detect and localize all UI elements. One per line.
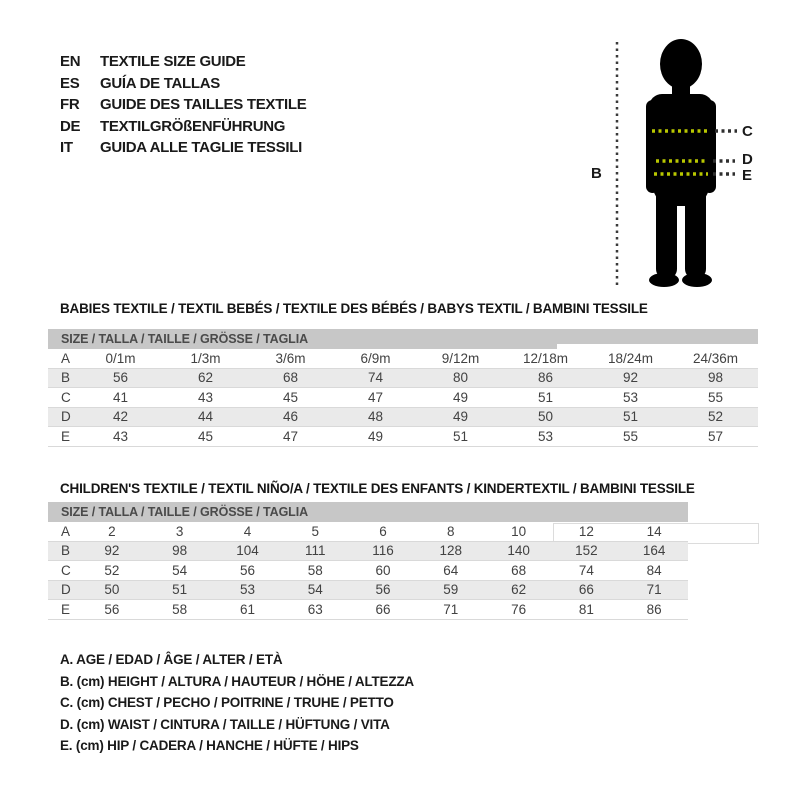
table-cell: 63 [307, 601, 323, 617]
figure-label-height: B [591, 165, 602, 182]
legend-item: E. (cm) HIP / CADERA / HANCHE / HÜFTE / HIPS [60, 738, 359, 754]
child-silhouette-diagram [585, 28, 770, 292]
table-cell: 49 [367, 428, 384, 444]
table-cell: 2 [108, 523, 116, 539]
table-cell: 56 [104, 601, 120, 617]
babies-table-title: BABIES TEXTILE / TEXTIL BEBÉS / TEXTILE DES BÉBÉS / BABYS TEXTIL / BAMBINI TESSILE [60, 301, 648, 316]
table-cell: 76 [511, 601, 527, 617]
children-size-table [48, 502, 688, 620]
table-row-A [48, 349, 758, 369]
table-cell: 43 [112, 428, 129, 444]
table-cell: 47 [282, 428, 299, 444]
row-label: D [61, 582, 71, 598]
table-cell: 74 [578, 562, 594, 578]
language-title: GUIDE DES TAILLES TEXTILE [100, 96, 307, 114]
table-cell: 51 [537, 389, 554, 405]
row-label: E [61, 601, 71, 617]
table-cell: 51 [452, 428, 469, 444]
table-row-C [48, 388, 758, 408]
table-cell: 4 [243, 523, 252, 539]
table-cell: 66 [375, 601, 391, 617]
table-row-B [48, 369, 758, 389]
table-cell: 49 [452, 389, 469, 405]
table-cell: 92 [104, 543, 120, 559]
table-cell: 81 [578, 601, 594, 617]
table-cell: 3/6m [275, 350, 306, 366]
table-cell: 53 [239, 582, 255, 598]
language-code: DE [60, 117, 81, 135]
table-cell: 48 [367, 409, 384, 425]
figure-label-hip: E [742, 167, 753, 184]
children-table-title: CHILDREN'S TEXTILE / TEXTIL NIÑO/A / TEXTILE DES ENFANTS / KINDERTEXTIL / BAMBINI TESSILE [60, 481, 695, 496]
table-cell: 45 [282, 389, 299, 405]
table-cell: 51 [172, 582, 188, 598]
language-code: EN [60, 53, 81, 71]
table-cell: 12 [578, 523, 594, 539]
table-row-D [48, 581, 688, 601]
table-cell: 18/24m [607, 350, 654, 366]
row-label: A [61, 350, 71, 366]
table-cell: 164 [642, 543, 666, 559]
language-title: TEXTILGRÖßENFÜHRUNG [100, 117, 286, 135]
table-cell: 64 [443, 562, 459, 578]
table-cell: 55 [622, 428, 639, 444]
figure-label-chest: C [742, 123, 753, 140]
table-cell: 86 [646, 601, 662, 617]
table-cell: 46 [282, 409, 299, 425]
table-cell: 9/12m [441, 350, 480, 366]
figure-label-waist: D [742, 151, 753, 168]
table-cell: 57 [707, 428, 724, 444]
table-cell: 1/3m [190, 350, 221, 366]
row-label: E [61, 428, 71, 444]
table-cell: 8 [447, 523, 455, 539]
table-cell: 53 [537, 428, 554, 444]
table-cell: 116 [372, 543, 394, 559]
table-row-B [48, 542, 688, 562]
table-cell: 152 [575, 543, 598, 559]
table-cell: 50 [537, 409, 554, 425]
language-row [60, 116, 306, 138]
table-cell: 52 [707, 409, 724, 425]
language-row [60, 94, 306, 116]
table-cell: 58 [172, 601, 188, 617]
table-cell: 62 [197, 370, 214, 386]
legend-item: A. AGE / EDAD / ÂGE / ALTER / ETÀ [60, 652, 283, 668]
language-row [60, 73, 306, 95]
table-row-A [48, 522, 688, 542]
table-cell: 55 [707, 389, 724, 405]
table-cell: 92 [622, 370, 639, 386]
table-cell: 6 [379, 523, 387, 539]
table-cell: 52 [104, 562, 120, 578]
table-row-E [48, 600, 688, 620]
table-cell: 86 [537, 370, 554, 386]
language-title: TEXTILE SIZE GUIDE [100, 53, 246, 71]
table-cell: 41 [112, 389, 129, 405]
language-code: FR [60, 96, 80, 114]
table-cell: 3 [175, 523, 184, 539]
row-label: B [61, 370, 71, 386]
legend-item: B. (cm) HEIGHT / ALTURA / HAUTEUR / HÖHE / ALTEZZA [60, 673, 414, 689]
table-cell: 60 [375, 562, 391, 578]
table-cell: 6/9m [360, 350, 391, 366]
row-label: C [61, 389, 71, 405]
table-cell: 44 [197, 409, 214, 425]
measurement-figure [585, 28, 770, 292]
language-title-list [60, 51, 306, 159]
table-cell: 50 [104, 582, 120, 598]
table-cell: 80 [452, 370, 469, 386]
table-cell: 12/18m [522, 350, 569, 366]
table-cell: 71 [443, 601, 459, 617]
table-cell: 54 [172, 562, 188, 578]
table-cell: 49 [452, 409, 469, 425]
table-cell: 98 [172, 543, 188, 559]
table-row-D [48, 408, 758, 428]
table-cell: 61 [239, 601, 255, 617]
table-cell: 14 [646, 523, 662, 539]
language-code: ES [60, 74, 80, 92]
babies-table-header: SIZE / TALLA / TAILLE / GRÖSSE / TAGLIA [48, 329, 758, 349]
table-cell: 47 [367, 389, 384, 405]
table-cell: 43 [197, 389, 214, 405]
legend-item: C. (cm) CHEST / PECHO / POITRINE / TRUHE / PETTO [60, 695, 394, 711]
children-table-header: SIZE / TALLA / TAILLE / GRÖSSE / TAGLIA [48, 502, 688, 522]
table-cell: 140 [507, 543, 530, 559]
table-cell: 54 [307, 582, 323, 598]
row-label: D [61, 409, 71, 425]
table-cell: 62 [511, 582, 527, 598]
table-cell: 84 [646, 562, 662, 578]
children-table-rows [48, 522, 688, 620]
language-code: IT [60, 139, 73, 157]
language-title: GUÍA DE TALLAS [100, 74, 220, 92]
language-title: GUIDA ALLE TAGLIE TESSILI [100, 139, 302, 157]
babies-size-table [48, 329, 758, 447]
table-cell: 51 [622, 409, 639, 425]
babies-table-rows [48, 349, 758, 447]
table-cell: 71 [646, 582, 662, 598]
table-cell: 42 [112, 409, 129, 425]
table-cell: 68 [282, 370, 299, 386]
table-cell: 104 [236, 543, 259, 559]
row-label: B [61, 543, 71, 559]
table-cell: 68 [511, 562, 527, 578]
language-row [60, 137, 306, 159]
table-cell: 5 [311, 523, 319, 539]
table-cell: 74 [367, 370, 384, 386]
table-cell: 128 [439, 543, 463, 559]
table-cell: 59 [443, 582, 459, 598]
table-row-E [48, 427, 758, 447]
table-row-C [48, 561, 688, 581]
table-cell: 98 [707, 370, 724, 386]
table-cell: 56 [375, 582, 391, 598]
legend-item: D. (cm) WAIST / CINTURA / TAILLE / HÜFTUNG / VITA [60, 716, 390, 732]
table-cell: 66 [578, 582, 594, 598]
table-cell: 56 [112, 370, 129, 386]
table-cell: 58 [307, 562, 323, 578]
table-cell: 0/1m [105, 350, 136, 366]
measurement-legend [60, 649, 414, 757]
row-label: A [61, 523, 71, 539]
table-cell: 56 [239, 562, 255, 578]
table-cell: 10 [511, 523, 527, 539]
table-cell: 24/36m [692, 350, 739, 366]
language-row [60, 51, 306, 73]
table-cell: 45 [197, 428, 214, 444]
table-cell: 111 [304, 543, 326, 559]
table-cell: 53 [622, 389, 639, 405]
row-label: C [61, 562, 71, 578]
child-silhouette [646, 39, 716, 287]
